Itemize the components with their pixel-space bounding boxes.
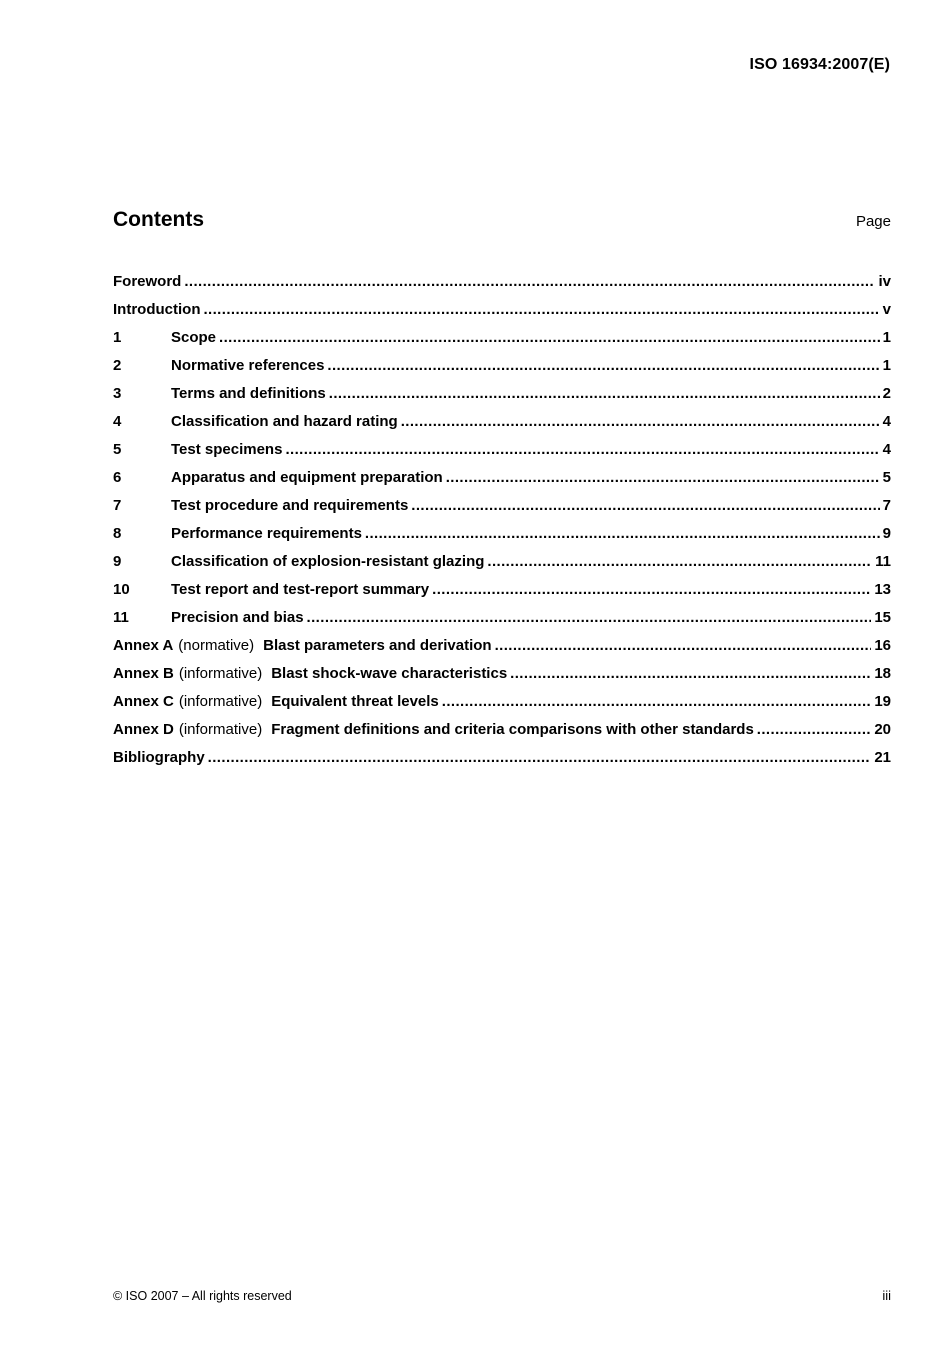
dot-leader	[327, 357, 879, 374]
contents-header	[113, 208, 891, 232]
toc-entry-foreword[interactable]	[113, 267, 891, 295]
toc-entry-label: Normative references	[171, 356, 325, 374]
toc-entry-page: 16	[874, 636, 891, 654]
toc-entry-page: 21	[874, 748, 891, 766]
toc-entry-page: 11	[875, 552, 891, 570]
toc-entry-label: Blast parameters and derivation	[263, 636, 492, 654]
toc-entry-number: 3	[113, 384, 122, 402]
dot-leader	[208, 749, 872, 766]
toc-entry-label: Classification and hazard rating	[171, 412, 398, 430]
toc-entry-bibliography[interactable]	[113, 743, 891, 771]
dot-leader	[184, 273, 875, 290]
toc-entry-clause-8[interactable]	[113, 519, 891, 547]
dot-leader	[365, 525, 880, 542]
toc-entry-number: 11	[113, 608, 129, 626]
toc-entry-label: Scope	[171, 328, 217, 346]
toc-entry-clause-7[interactable]	[113, 491, 891, 519]
dot-leader	[219, 329, 880, 346]
annex-type: (informative)	[178, 720, 263, 738]
toc-entry-number: 1	[113, 328, 122, 346]
annex-identifier: Annex D	[113, 720, 174, 738]
toc-entry-number: 8	[113, 524, 122, 542]
toc-entry-label: Test report and test-report summary	[171, 580, 430, 598]
toc-entry-clause-6[interactable]	[113, 463, 891, 491]
toc-entry-number: 9	[113, 552, 122, 570]
dot-leader	[307, 609, 872, 626]
toc-entry-annex-d[interactable]	[113, 715, 891, 743]
toc-entry-clause-10[interactable]	[113, 575, 891, 603]
toc-entry-annex-b[interactable]	[113, 659, 891, 687]
annex-identifier: Annex C	[113, 692, 174, 710]
annex-type: (informative)	[178, 664, 263, 682]
toc-entry-page: 1	[882, 356, 891, 374]
toc-entry-number: 6	[113, 468, 122, 486]
dot-leader	[401, 413, 880, 430]
dot-leader	[487, 553, 872, 570]
toc-entry-clause-11[interactable]	[113, 603, 891, 631]
toc-entry-label: Apparatus and equipment preparation	[171, 468, 443, 486]
toc-entry-number: 5	[113, 440, 122, 458]
annex-identifier: Annex A	[113, 636, 174, 654]
annex-type: (informative)	[178, 692, 263, 710]
standard-identifier: ISO 16934:2007(E)	[749, 56, 890, 73]
toc-entry-page: 5	[882, 468, 891, 486]
toc-entry-label: Test specimens	[171, 440, 283, 458]
toc-entry-page: 15	[874, 608, 891, 626]
toc-entry-page: v	[882, 300, 891, 318]
dot-leader	[510, 665, 871, 682]
toc-entry-number: 7	[113, 496, 122, 514]
dot-leader	[432, 581, 871, 598]
toc-entry-label: Introduction	[113, 300, 201, 318]
dot-leader	[757, 721, 872, 738]
page-title: Contents	[113, 208, 204, 231]
toc-entry-label: Classification of explosion-resistant glazing	[171, 552, 485, 570]
toc-entry-label: Foreword	[113, 272, 182, 290]
toc-entry-page: 20	[874, 720, 891, 738]
toc-entry-label: Terms and definitions	[171, 384, 326, 402]
annex-type: (normative)	[178, 636, 255, 654]
toc-entry-label: Performance requirements	[171, 524, 362, 542]
toc-entry-page: 19	[874, 692, 891, 710]
toc-entry-annex-c[interactable]	[113, 687, 891, 715]
page-number: iii	[882, 1288, 891, 1303]
toc-entry-number: 4	[113, 412, 122, 430]
toc-entry-label: Blast shock-wave characteristics	[271, 664, 508, 682]
toc-entry-page: 2	[882, 384, 891, 402]
dot-leader	[329, 385, 880, 402]
toc-entry-label: Test procedure and requirements	[171, 496, 409, 514]
page-column-label: Page	[855, 213, 891, 230]
toc-entry-label: Precision and bias	[171, 608, 304, 626]
dot-leader	[446, 469, 880, 486]
copyright-notice: © ISO 2007 – All rights reserved	[113, 1289, 292, 1303]
toc-entry-page: 4	[882, 440, 891, 458]
toc-entry-page: iv	[878, 272, 891, 290]
toc-entry-number: 10	[113, 580, 130, 598]
toc-entry-page: 4	[882, 412, 891, 430]
dot-leader	[285, 441, 879, 458]
toc-entry-page: 7	[882, 496, 891, 514]
toc-entry-page: 18	[874, 664, 891, 682]
dot-leader	[495, 637, 872, 654]
toc-entry-page: 13	[874, 580, 891, 598]
toc-entry-annex-a[interactable]	[113, 631, 891, 659]
toc-entry-clause-5[interactable]	[113, 435, 891, 463]
dot-leader	[203, 301, 879, 318]
dot-leader	[442, 693, 872, 710]
toc-entry-introduction[interactable]	[113, 295, 891, 323]
toc-entry-label: Bibliography	[113, 748, 205, 766]
toc-entry-page: 9	[882, 524, 891, 542]
annex-identifier: Annex B	[113, 664, 174, 682]
toc-entry-clause-4[interactable]	[113, 407, 891, 435]
toc-entry-number: 2	[113, 356, 122, 374]
toc-entry-page: 1	[882, 328, 891, 346]
table-of-contents	[113, 267, 891, 771]
toc-entry-clause-2[interactable]	[113, 351, 891, 379]
dot-leader	[411, 497, 879, 514]
toc-entry-label: Fragment definitions and criteria comparisons with other standards	[271, 720, 754, 738]
toc-entry-clause-1[interactable]	[113, 323, 891, 351]
toc-entry-clause-3[interactable]	[113, 379, 891, 407]
toc-entry-clause-9[interactable]	[113, 547, 891, 575]
toc-entry-label: Equivalent threat levels	[271, 692, 439, 710]
